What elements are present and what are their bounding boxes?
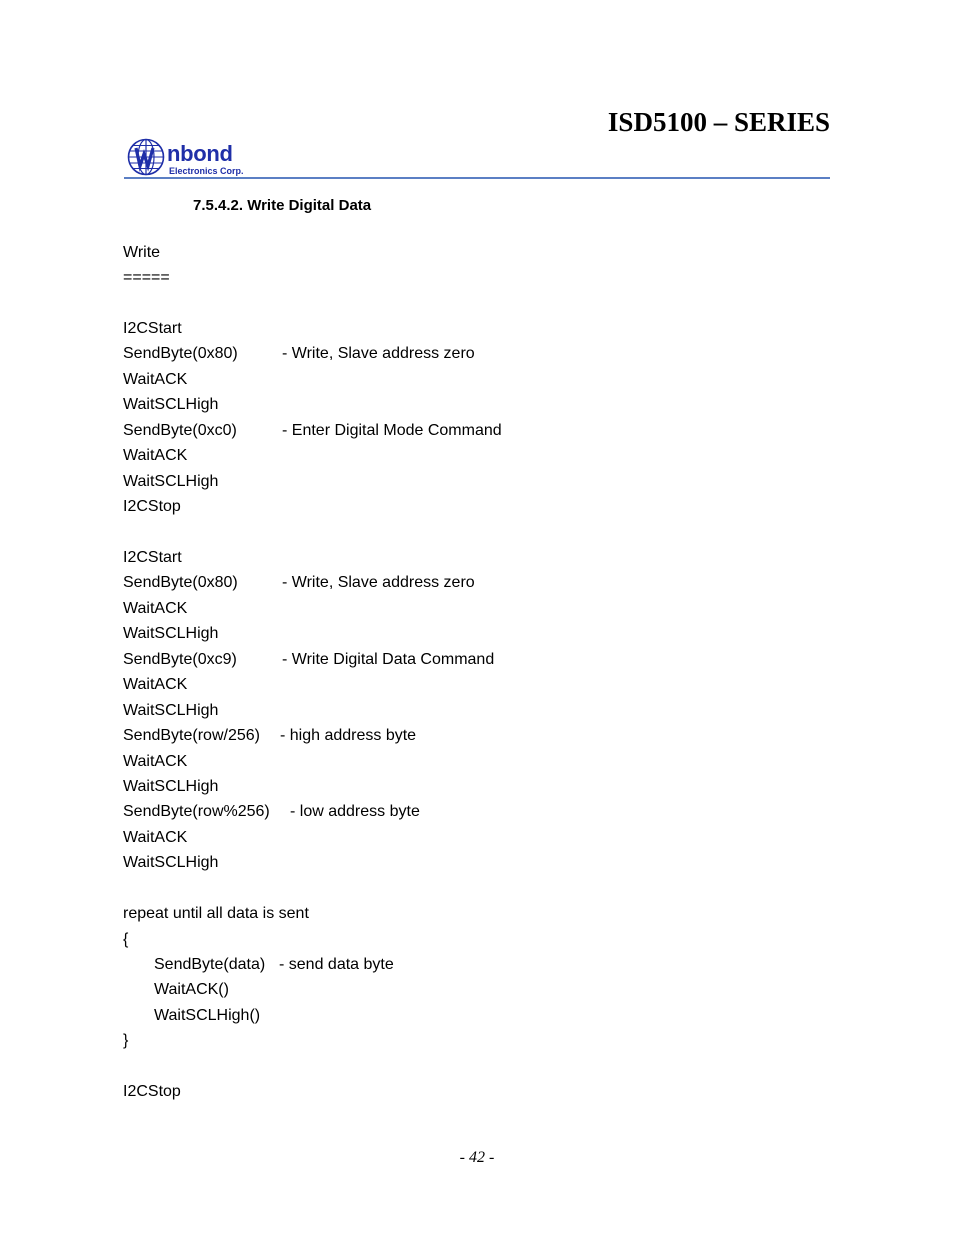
code-line: SendByte(0xc9) [123,651,237,668]
code-comment: - high address byte [280,727,417,744]
logo-subtitle: Electronics Corp. [169,166,244,176]
code-line: SendByte(0x80) [123,574,238,591]
code-line: Write [123,244,161,261]
code-line: I2CStop [123,1083,181,1100]
code-line: I2CStop [123,498,181,515]
code-comment: - low address byte [290,803,420,820]
code-line: WaitSCLHigh [123,778,219,795]
code-line: SendByte(data) [154,956,266,973]
header-divider [124,177,830,179]
code-line: WaitACK [123,371,188,388]
code-line: WaitACK [123,676,188,693]
code-line: WaitACK [123,753,188,770]
code-line: WaitSCLHigh [123,396,219,413]
code-line: WaitSCLHigh [123,473,219,490]
page-number: - 42 - [459,1149,495,1166]
code-comment: - send data byte [279,956,394,973]
code-line: WaitACK [123,600,188,617]
code-comment: - Write, Slave address zero [282,574,475,591]
document-title: ISD5100 – SERIES [607,107,830,137]
code-comment: - Write, Slave address zero [282,345,475,362]
code-line: SendByte(0xc0) [123,422,237,439]
code-line: repeat until all data is sent [123,905,309,922]
winbond-logo [127,138,257,180]
code-line: I2CStart [123,320,182,337]
winbond-globe-icon [127,138,165,176]
code-line: } [123,1032,129,1049]
code-line: WaitSCLHigh [123,702,219,719]
code-line: ===== [123,269,170,286]
code-line: WaitACK [123,447,188,464]
code-line: SendByte(row/256) [123,727,260,744]
code-line: I2CStart [123,549,182,566]
code-comment: - Enter Digital Mode Command [282,422,502,439]
code-comment: - Write Digital Data Command [282,651,495,668]
code-line: SendByte(0x80) [123,345,238,362]
code-line: { [123,931,129,948]
section-heading: 7.5.4.2. Write Digital Data [193,197,372,214]
code-line: WaitACK [123,829,188,846]
code-line: WaitSCLHigh() [154,1007,261,1024]
code-line: WaitACK() [154,981,229,998]
code-line: SendByte(row%256) [123,803,270,820]
code-line: WaitSCLHigh [123,625,219,642]
logo-wordmark: nbond [167,141,233,166]
code-line: WaitSCLHigh [123,854,219,871]
